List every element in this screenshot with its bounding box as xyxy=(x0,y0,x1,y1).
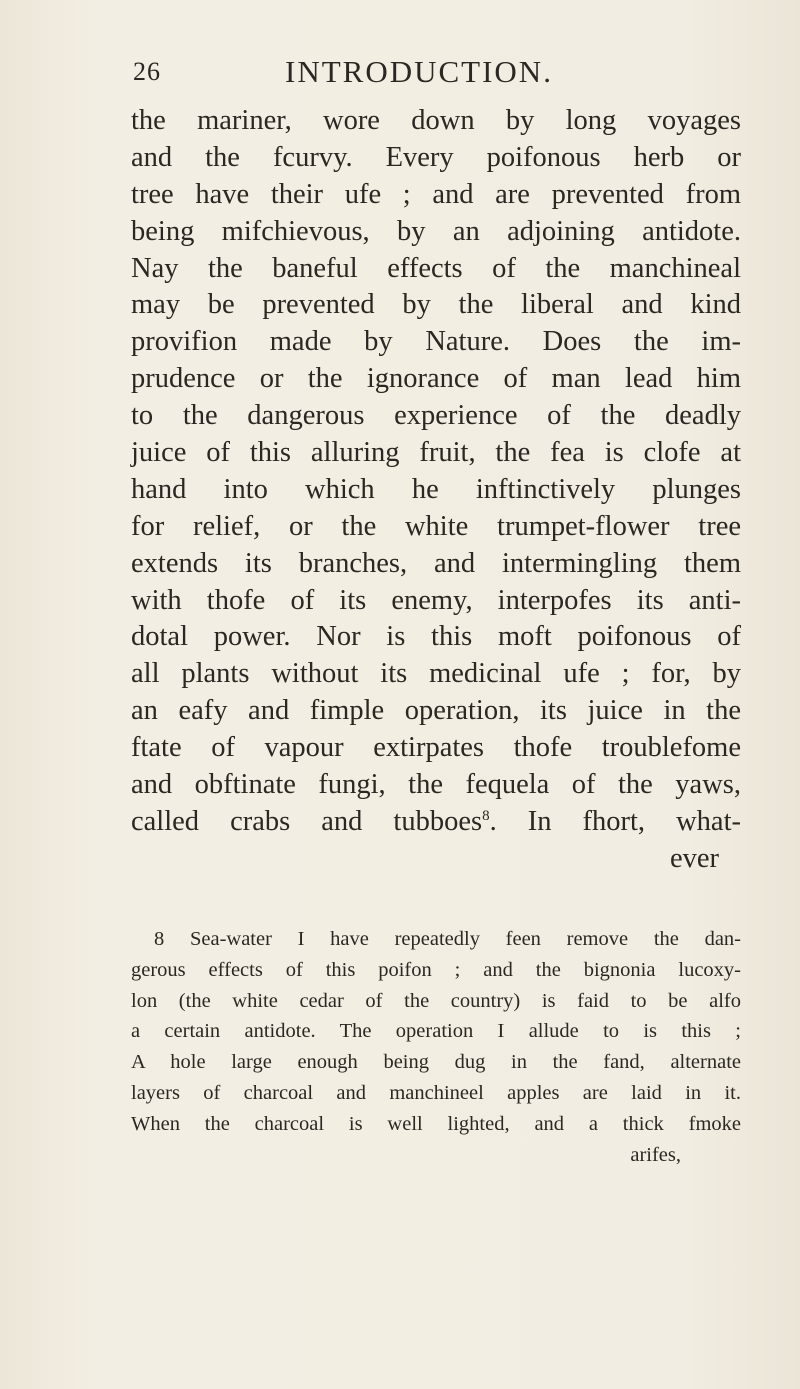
footnote-line: gerous effects of this poifon ; and the bignonia lucoxy- xyxy=(131,958,741,981)
running-head xyxy=(133,56,693,96)
text-segment: . In fhort, what- xyxy=(489,805,741,837)
footnote-reference: 8 xyxy=(482,807,490,824)
footnote-line: layers of charcoal and manchineel apples are laid in it. xyxy=(131,1081,741,1104)
text-line: juice of this alluring fruit, the fea is clofe at xyxy=(131,437,741,469)
catchword: ever xyxy=(669,842,719,874)
footnote-line xyxy=(131,924,741,955)
text-line-with-note xyxy=(131,804,741,841)
footnote-line: lon (the white cedar of the country) is faid to be alfo xyxy=(131,989,741,1012)
text-line: and obftinate fungi, the fequela of the yaws, xyxy=(131,769,741,801)
text-line: tree have their ufe ; and are prevented from xyxy=(131,178,741,210)
footnote-line: a certain antidote. The operation I allude to is this ; xyxy=(131,1020,741,1043)
text-line: an eafy and fimple operation, its juice in the xyxy=(131,695,741,727)
text-line: all plants without its medicinal ufe ; for, by xyxy=(131,658,741,690)
text-line: Nay the baneful effects of the manchineal xyxy=(131,252,741,284)
footnote-line: When the charcoal is well lighted, and a thick fmoke xyxy=(131,1112,741,1135)
text-line: the mariner, wore down by long voyages xyxy=(131,105,741,136)
footnote-block xyxy=(131,924,741,1170)
footnote-marker: 8 xyxy=(154,928,165,950)
text-line: ftate of vapour extirpates thofe troublefome xyxy=(131,732,741,764)
text-line: with thofe of its enemy, interpofes its anti- xyxy=(131,584,741,616)
footnote-catchword: arifes, xyxy=(630,1143,681,1166)
text-line: to the dangerous experience of the deadly xyxy=(131,400,741,432)
footnote-text: Sea-water I have repeatedly feen remove the dan- xyxy=(189,928,741,950)
text-line: being mifchievous, by an adjoining antidote. xyxy=(131,215,741,247)
text-line: hand into which he inftinctively plunges xyxy=(131,473,741,505)
text-line: may be prevented by the liberal and kind xyxy=(131,289,741,321)
text-line: dotal power. Nor is this moft poifonous of xyxy=(131,621,741,653)
text-line: for relief, or the white trumpet-flower tree xyxy=(131,510,741,542)
page-number: 26 xyxy=(133,57,161,86)
main-text xyxy=(131,103,741,878)
text-line: prudence or the ignorance of man lead him xyxy=(131,363,741,395)
text-line: provifion made by Nature. Does the im- xyxy=(131,326,741,358)
running-title: INTRODUCTION. xyxy=(285,54,553,89)
text-line: extends its branches, and intermingling them xyxy=(131,547,741,579)
text-segment: called crabs and tubboes xyxy=(131,805,483,837)
text-line: and the fcurvy. Every poifonous herb or xyxy=(131,141,741,173)
footnote-line: A hole large enough being dug in the fand, alternate xyxy=(131,1051,741,1074)
